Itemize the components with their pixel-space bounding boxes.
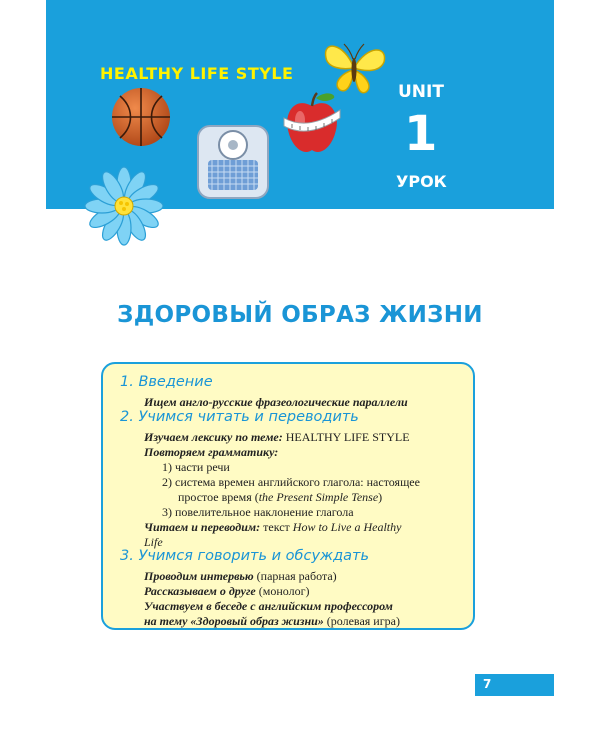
discussion-topic: на тему «Здоровый образ жизни» — [144, 614, 324, 628]
vocabulary-label: Изучаем лексику по теме: — [144, 430, 283, 444]
reading-text-word: текст — [260, 520, 293, 534]
page-number: 7 — [483, 677, 492, 691]
section-3-discussion: Участвуем в беседе с английским профессором — [144, 599, 393, 613]
section-2-vocabulary — [144, 430, 410, 445]
reading-text-title-cont: Life — [144, 535, 163, 549]
grammar-item-2-close: ) — [378, 490, 383, 504]
section-3-discussion-cont — [144, 614, 400, 629]
lesson-label: УРОК — [396, 172, 447, 191]
tense-name: the Present Simple Tense — [258, 490, 379, 504]
grammar-item-3: 3) повелительное наклонение глагола — [162, 505, 354, 519]
grammar-item-2: 2) система времен английского глагола: настоящее — [162, 475, 420, 489]
interview-note: (парная работа) — [253, 569, 337, 583]
friend-label: Рассказываем о друге — [144, 584, 256, 598]
section-2-reading — [144, 520, 401, 535]
grammar-item-2-cont — [178, 490, 382, 505]
butterfly-icon — [318, 38, 390, 100]
section-2-heading: 2. Учимся читать и переводить — [120, 409, 359, 425]
section-1-heading: 1. Введение — [120, 374, 213, 390]
friend-note: (монолог) — [255, 584, 310, 598]
bathroom-scale-icon — [196, 124, 270, 200]
section-2-grammar: Повторяем грамматику: — [144, 445, 279, 459]
grammar-item-2-text: простое время ( — [178, 490, 259, 504]
basketball-icon — [110, 86, 172, 148]
flower-icon — [84, 166, 164, 246]
section-3-friend — [144, 584, 310, 599]
unit-number: 1 — [404, 106, 438, 162]
interview-label: Проводим интервью — [144, 569, 254, 583]
vocabulary-topic: HEALTHY LIFE STYLE — [282, 430, 410, 444]
grammar-item-1: 1) части речи — [162, 460, 230, 474]
section-3-heading: 3. Учимся говорить и обсуждать — [120, 548, 370, 564]
reading-text-title: How to Live a Healthy — [292, 520, 402, 534]
unit-label: UNIT — [398, 82, 444, 102]
page-title: ЗДОРОВЫЙ ОБРАЗ ЖИЗНИ — [117, 302, 483, 328]
discussion-note: (ролевая игра) — [323, 614, 400, 628]
banner-title: HEALTHY LIFE STYLE — [100, 64, 294, 83]
section-3-interview — [144, 569, 337, 584]
section-1-line: Ищем англо-русские фразеологические параллели — [144, 395, 408, 409]
page-number-bar — [475, 674, 554, 696]
reading-label: Читаем и переводим: — [144, 520, 261, 534]
